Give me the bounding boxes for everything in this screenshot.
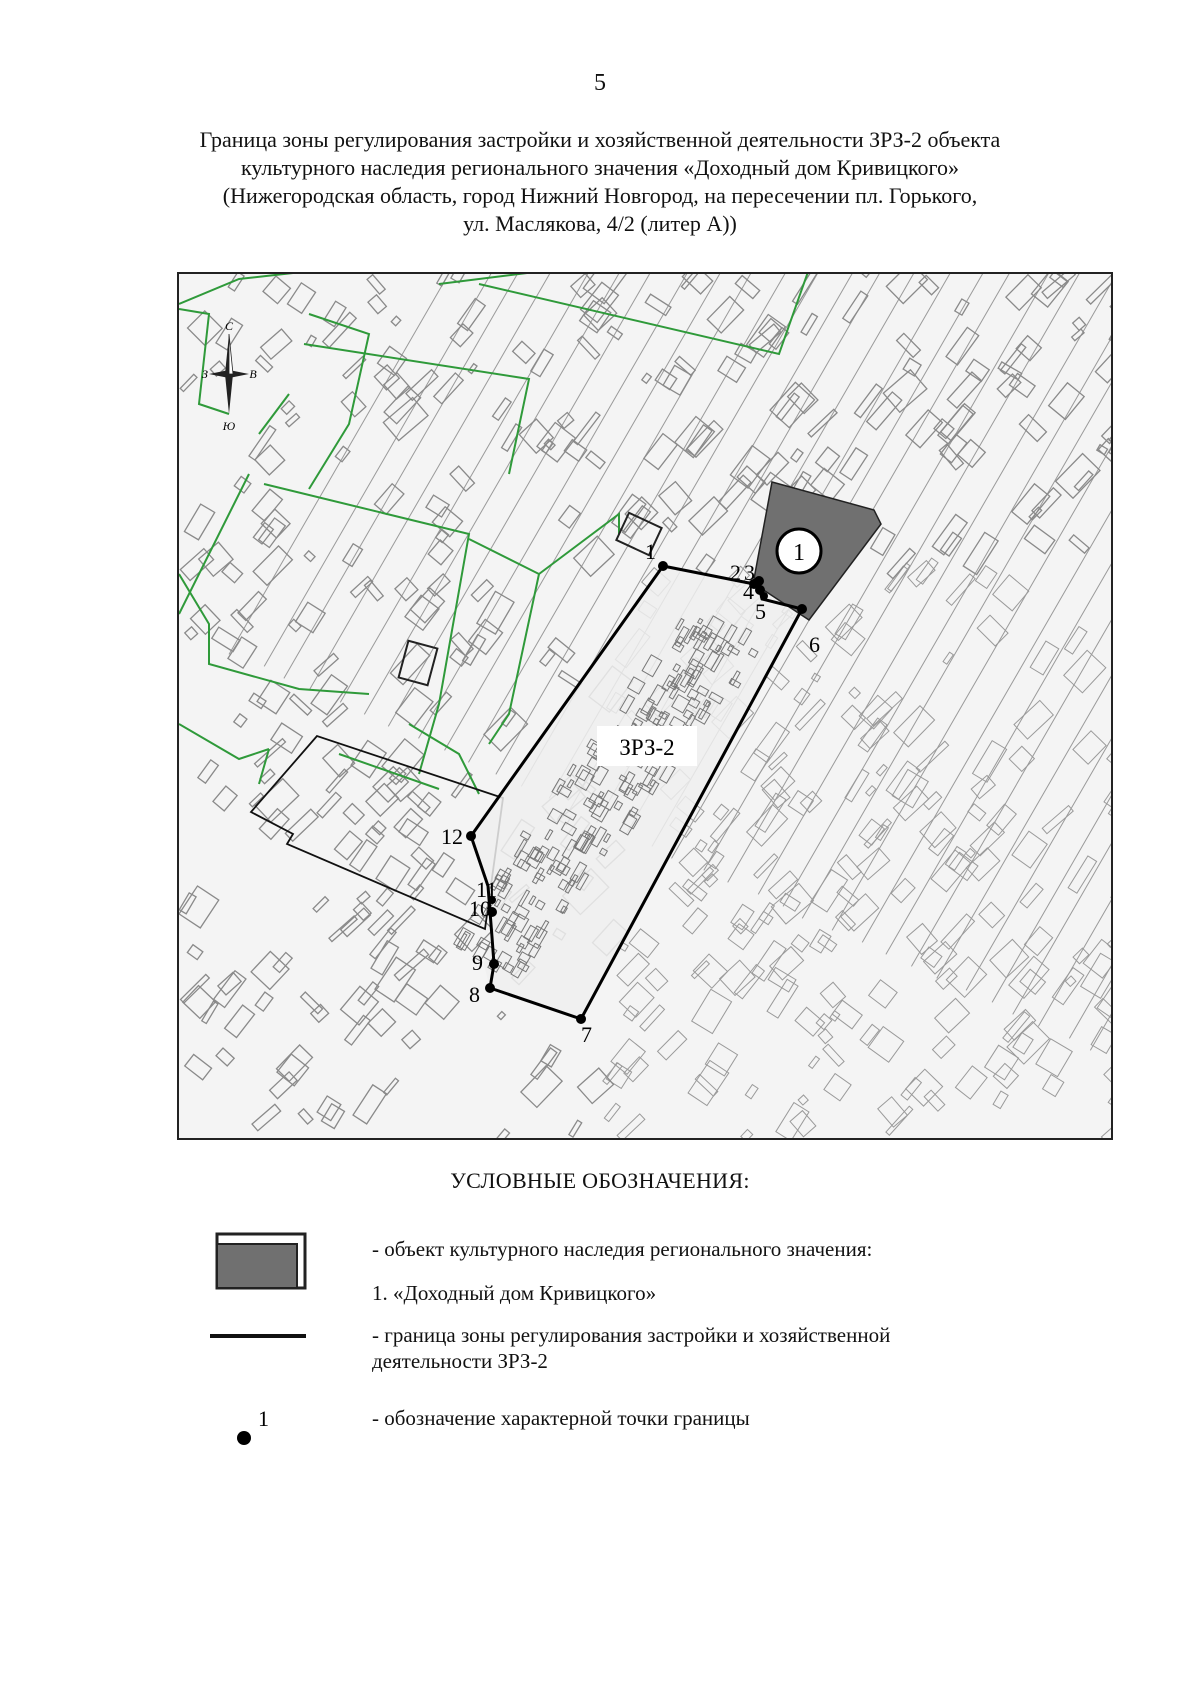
legend-item-heritage-object: - объект культурного наследия регионального значения: — [372, 1237, 873, 1261]
title-line: ул. Маслякова, 4/2 (литер А)) — [463, 211, 737, 236]
boundary-point-12 — [466, 831, 476, 841]
title-line: Граница зоны регулирования застройки и хозяйственной деятельности ЗРЗ-2 объекта — [199, 127, 1001, 152]
point-label-9: 9 — [472, 950, 483, 975]
compass-north-label: С — [224, 319, 234, 333]
point-label-3: 3 — [744, 560, 755, 585]
zone-label: ЗРЗ-2 — [619, 735, 675, 760]
page-number: 5 — [594, 70, 606, 96]
swatch-point — [237, 1431, 251, 1445]
map — [177, 272, 1113, 1140]
swatch-point-label: 1 — [258, 1408, 269, 1431]
title-line: культурного наследия регионального значения «Доходный дом Кривицкого» — [240, 155, 960, 180]
swatch-fill — [217, 1244, 297, 1288]
point-label-11: 11 — [476, 877, 498, 902]
point-label-5: 5 — [755, 599, 766, 624]
title-line: (Нижегородская область, город Нижний Новгород, на пересечении пл. Горького, — [222, 183, 978, 208]
boundary-line-swatch — [208, 1330, 308, 1342]
point-label-1: 1 — [645, 539, 656, 564]
point-label-4: 4 — [743, 579, 754, 604]
object-marker-label: 1 — [793, 540, 805, 566]
boundary-point-6 — [797, 604, 807, 614]
boundary-point-1 — [658, 561, 668, 571]
legend-item-boundary-point: - обозначение характерной точки границы — [372, 1406, 750, 1430]
page-title — [150, 126, 1050, 238]
compass-west-label: З — [202, 367, 208, 381]
compass-east-label: В — [249, 367, 257, 381]
building-outline — [1111, 887, 1113, 909]
point-label-6: 6 — [809, 632, 820, 657]
boundary-point-3 — [754, 576, 764, 586]
heritage-object-swatch — [213, 1230, 311, 1292]
legend-title: УСЛОВНЫЕ ОБОЗНАЧЕНИЯ: — [450, 1168, 750, 1193]
boundary-point-8 — [485, 983, 495, 993]
compass-south-label: Ю — [222, 419, 236, 433]
point-label-8: 8 — [469, 982, 480, 1007]
point-label-7: 7 — [581, 1022, 592, 1047]
point-label-12: 12 — [441, 824, 463, 849]
legend-item-object-name: 1. «Доходный дом Кривицкого» — [372, 1281, 657, 1305]
map-canvas — [179, 274, 1113, 1140]
legend-item-boundary-line: - граница зоны регулирования застройки и хозяйственной деятельности ЗРЗ-2 — [372, 1323, 891, 1373]
point-label-10: 10 — [469, 896, 491, 921]
boundary-point-swatch — [232, 1408, 282, 1448]
boundary-point-9 — [489, 959, 499, 969]
point-label-2: 2 — [730, 560, 741, 585]
